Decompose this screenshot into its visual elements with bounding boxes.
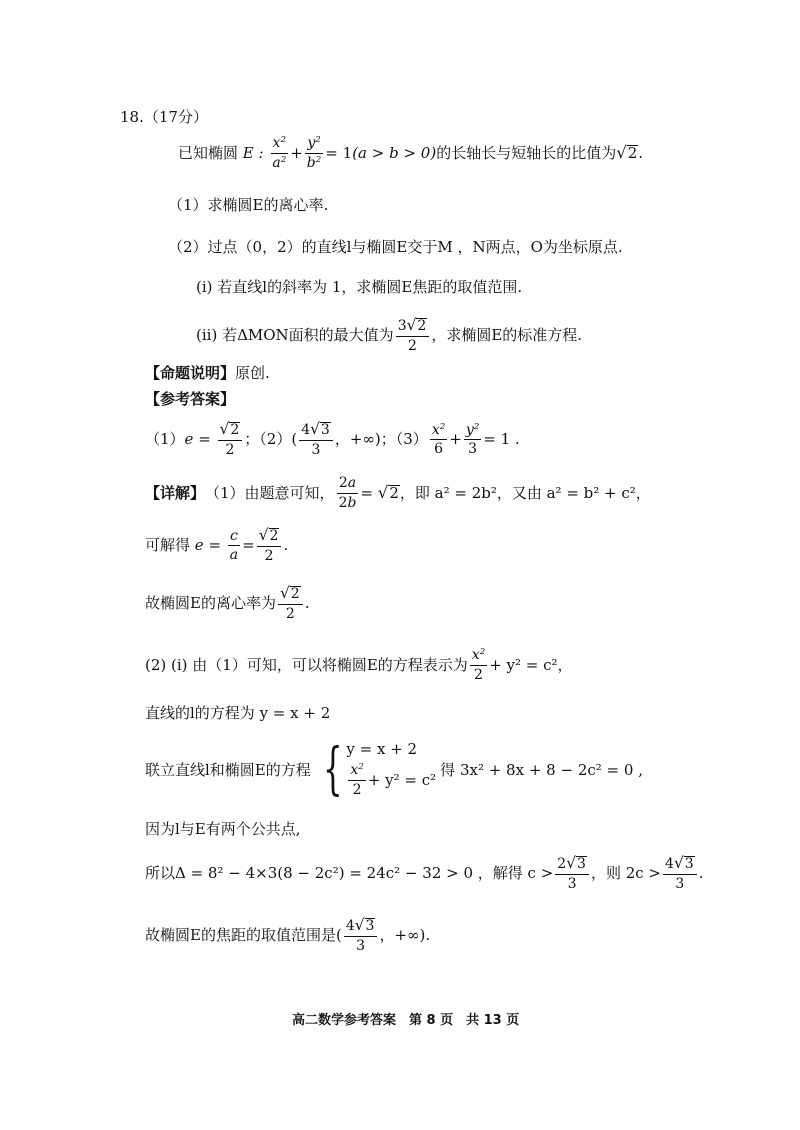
sqrt-ratio: √ 2 [616,142,638,162]
answer-label: 【参考答案】 [145,390,236,408]
frac-4sqrt3-3-s8: 4 √ 3 3 [663,856,697,891]
frac-2a-2b: $\frac{2a}{2b}$ [338,475,357,511]
equation-system: { y = x + 2 $\frac{x^2}{2}$ + y² = c² [322,737,437,802]
solution-line-5: 直线的l的方程为 y = x + 2 [145,704,331,722]
problem-stem: 已知椭圆 E : $\frac{x^2}{a^2}$ + $\frac{y^2}{b^2}$ = 1 (a > b > 0) 的长轴长与短轴长的比值为 √ 2 . [178,134,644,171]
frac-x2-2: $\frac{x^2}{2}$ [471,646,486,683]
question-2: （2）过点（0，2）的直线l与椭圆E交于M ，N两点，O为坐标原点. [168,238,623,256]
solution-line-7: 因为l与E有两个公共点, [145,820,301,838]
question-2i: (i) 若直线l的斜率为 1，求椭圆E焦距的取值范围. [196,278,523,296]
solution-line-8: 所以Δ = 8² − 4×3(8 − 2c²) = 24c² − 32 > 0 ，解得 c > 2 √ 3 3 ，则 2c > 4 √ 3 3 . [145,854,704,892]
solution-line-9: 故椭圆E的焦距的取值范围是 ( 4 √ 3 3 ，+∞). [145,916,431,954]
question-2ii: (ii) 若ΔMON面积的最大值为 3 √ 2 2 ，求椭圆E的标准方程. [196,316,583,354]
frac-c-a: $\frac{c}{a}$ [229,527,239,564]
frac-x2-2-sys: $\frac{x^2}{2}$ [350,762,364,798]
frac-sqrt2-2-s3: √ 2 2 [278,586,303,621]
frac-3sqrt2-2: 3 √ 2 2 [396,318,430,353]
question-1: （1）求椭圆E的离心率. [168,196,329,214]
note-line: 【命题说明】 原创. [145,364,270,382]
solution-line-4: (2) (i) 由（1）可知，可以将椭圆E的方程表示为 $\frac{x^2}{2}$ + y² = c²， [145,646,573,683]
solution-line-3: 故椭圆E的离心率为 √ 2 2 . [145,584,310,622]
solution-line-1: 【详解】 （1）由题意可知， $\frac{2a}{2b}$ = √ 2 ，即 a² = 2b²，又由 a² = b² + c²， [145,475,651,511]
frac-4sqrt3-3-a2: 4 √ 3 3 [299,422,333,457]
solution-line-6: 联立直线l和椭圆E的方程 { y = x + 2 $\frac{x^2}{2}$ + y² = c² 得 3x² + 8x + 8 − 2c² = 0 , [145,737,643,802]
frac-x2-6: $\frac{x^2}{6}$ [431,421,446,458]
frac-2sqrt3-3: 2 √ 3 3 [555,856,589,891]
solution-line-2: 可解得 e = $\frac{c}{a}$ = √ 2 2 . [145,526,289,564]
answers-line: （1） e = √ 2 2 ；（2） ( 4 √ 3 3 ，+∞) ；（3） $\frac{x^2}{6}$ + $\frac{y^2}{3}$ = 1 . [145,420,520,458]
frac-y2-b2: $\frac{y^2}{b^2}$ [306,134,322,171]
problem-number: 18.（17分） [120,108,208,126]
page-footer: 高二数学参考答案 第 8 页 共 13 页 [292,1013,520,1028]
frac-sqrt2-2-s2: √ 2 2 [257,528,282,563]
frac-sqrt2-2-a1: √ 2 2 [218,422,243,457]
frac-4sqrt3-3-s9: 4 √ 3 3 [344,918,378,953]
frac-x2-a2: $\frac{x^2}{a^2}$ [272,134,287,171]
frac-y2-3: $\frac{y^2}{3}$ [465,421,480,458]
